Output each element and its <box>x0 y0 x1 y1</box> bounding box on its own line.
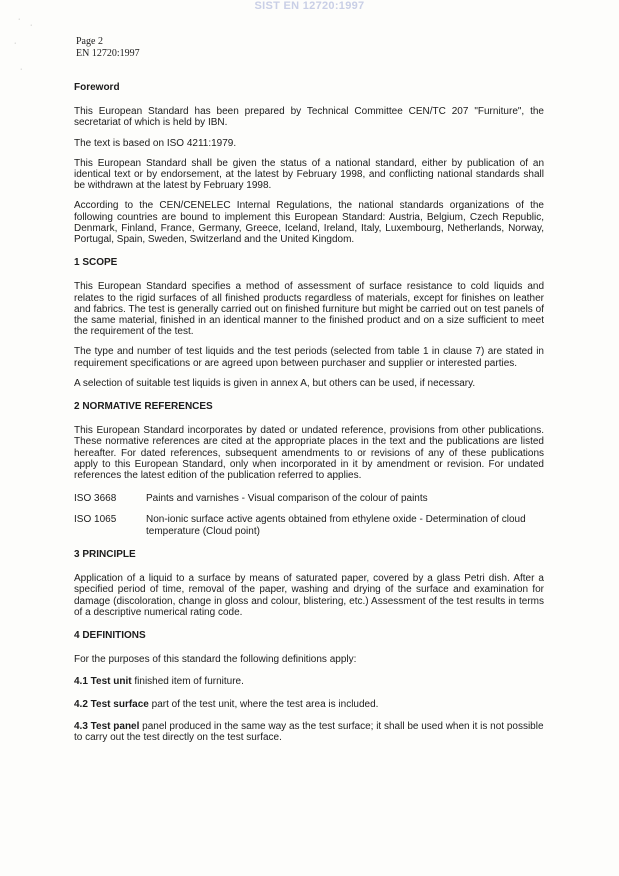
definition-item <box>74 676 544 687</box>
foreword-paragraph: This European Standard has been prepared by Technical Committee CEN/TC 207 "Furniture", the secretariat of which is held by IBN. <box>74 106 544 129</box>
scan-speck: · <box>18 16 21 23</box>
scope-paragraph: The type and number of test liquids and the test periods (selected from table 1 in clause 7) are stated in requirement specifications or are agreed upon between purchaser and supplier or interested parties. <box>74 346 544 369</box>
scope-paragraph: This European Standard specifies a method of assessment of surface resistance to cold liquids and relates to the rigid surfaces of all finished products regardless of materials, except for finishes on leather and fabrics. The test is generally carried out on finished furniture but might be carried out on test panels of the same material, finished in an identical manner to the finished product and on a size sufficient to meet the requirement of the test. <box>74 281 544 338</box>
reference-row <box>74 493 544 504</box>
page-header <box>76 36 140 60</box>
foreword-paragraph: According to the CEN/CENELEC Internal Regulations, the national standards organizations of the following countries are bound to implement this European Standard: Austria, Belgium, Czech Republic, Denmark, Finland, France, Germany, Greece, Iceland, Ireland, Italy, Luxembourg, Netherlands, Norway, Portugal, Spain, Sweden, Switzerland and the United Kingdom. <box>74 200 544 246</box>
definition-term: 4.3 Test panel <box>74 720 140 732</box>
definition-text: part of the test unit, where the test area is included. <box>148 698 379 710</box>
scope-paragraph: A selection of suitable test liquids is given in annex A, but others can be used, if necessary. <box>74 377 476 389</box>
definitions-intro: For the purposes of this standard the following definitions apply: <box>74 654 357 666</box>
page-number: Page 2 <box>76 36 103 47</box>
reference-code: ISO 3668 <box>74 493 117 505</box>
scan-speck: · <box>14 40 17 47</box>
watermark: SIST EN 12720:1997 <box>254 0 365 12</box>
definitions-heading: 4 DEFINITIONS <box>74 629 146 641</box>
normative-references-paragraph: This European Standard incorporates by dated or undated reference, provisions from other publications. These normative references are cited at the appropriate places in the text and the publications are listed hereafter. For dated references, subsequent amendments to or revisions of any of these publications apply to this European Standard, only when incorporated in it by amendment or revision. For undated references the latest edition of the publication referred to applies. <box>74 425 544 482</box>
scan-speck: · <box>30 22 33 29</box>
principle-heading: 3 PRINCIPLE <box>74 548 136 560</box>
reference-code: ISO 1065 <box>74 514 117 526</box>
foreword-heading: Foreword <box>74 82 120 93</box>
foreword-paragraph: The text is based on ISO 4211:1979. <box>74 137 237 149</box>
definition-text: panel produced in the same way as the test surface; it shall be used when it is not possible to carry out the test directly on the test surface. <box>74 720 544 743</box>
foreword-paragraph: This European Standard shall be given the status of a national standard, either by publication of an identical text or by endorsement, at the latest by February 1998, and conflicting national standards shall be withdrawn at the latest by February 1998. <box>74 157 544 192</box>
reference-title: Non-ionic surface active agents obtained from ethylene oxide - Determination of cloud temperature (Cloud point) <box>146 514 526 537</box>
definition-text: finished item of furniture. <box>131 676 244 688</box>
scan-speck: · <box>20 66 23 73</box>
scope-heading: 1 SCOPE <box>74 257 118 269</box>
standard-number: EN 12720:1997 <box>76 48 140 59</box>
reference-row <box>74 514 544 536</box>
principle-paragraph: Application of a liquid to a surface by means of saturated paper, covered by a glass Petri dish. After a specified period of time, removal of the paper, washing and drying of the surface and examination for damage (discoloration, change in gloss and colour, blistering, etc.) Assessment of the test results in terms of a descriptive numerical rating code. <box>74 573 544 618</box>
reference-title: Paints and varnishes - Visual comparison of the colour of paints <box>146 493 428 505</box>
normative-references-heading: 2 NORMATIVE REFERENCES <box>74 401 213 413</box>
document-body <box>74 82 544 754</box>
definition-term: 4.2 Test surface <box>74 698 149 710</box>
definition-term: 4.1 Test unit <box>74 676 132 688</box>
definition-item <box>74 699 544 710</box>
definition-item <box>74 721 544 743</box>
